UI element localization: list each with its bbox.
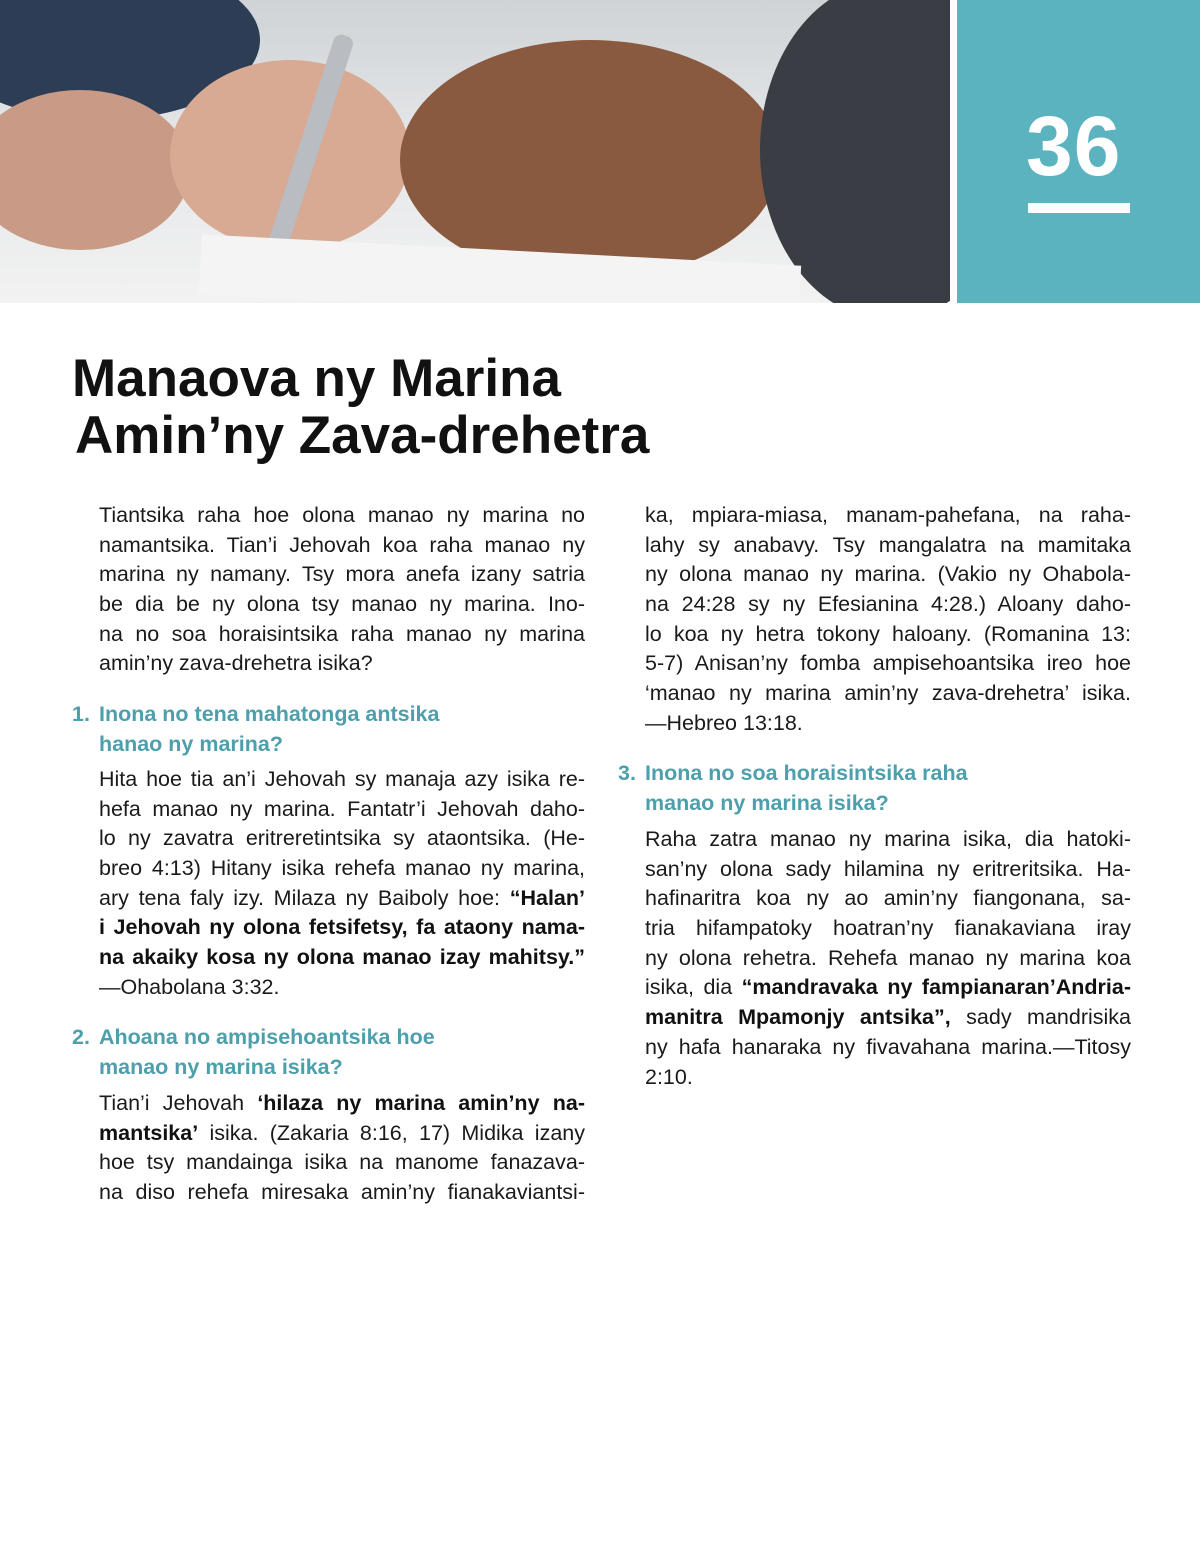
question-number: 1.	[72, 702, 90, 726]
text-span: na 24:28 sy ny Efesianina 4:28.) Aloany daho-	[645, 592, 1131, 617]
page-title	[72, 350, 649, 464]
text-line	[99, 824, 585, 854]
hand-shape	[0, 90, 190, 250]
text-line: na no soa horaisintsika raha manao ny marina	[99, 621, 585, 646]
bold-quote-text: ‘hilaza ny marina amin’ny na-	[257, 1091, 585, 1115]
text-span: san’ny olona sady hilamina ny eritreritsika. Ha-	[645, 856, 1131, 881]
text-line	[645, 620, 1131, 650]
bold-quote-text: “Halan’	[509, 885, 585, 910]
text-line	[645, 825, 1131, 855]
text-span: lo ny zavatra eritreretintsika sy ataontsika. (He-	[99, 826, 585, 851]
question-heading-1	[72, 699, 440, 759]
intro-paragraph	[99, 501, 585, 679]
text-line	[99, 1089, 585, 1119]
text-span: isika, dia	[645, 975, 742, 1000]
title-line: Amin’ny Zava-drehetra	[75, 406, 650, 465]
question-heading-2	[72, 1022, 435, 1082]
text-span: lo koa ny hetra tokony haloany. (Romanina 13:	[645, 621, 1131, 646]
text-span: —Ohabolana 3:32.	[99, 974, 280, 999]
text-span: sady mandrisika	[950, 1005, 1131, 1030]
question-line: manao ny marina isika?	[99, 1055, 343, 1079]
question-number: 3.	[618, 761, 636, 785]
text-span: Hita hoe tia an’i Jehovah sy manaja azy isika re-	[99, 767, 585, 791]
text-line	[645, 973, 1131, 1003]
text-line	[645, 1063, 1131, 1093]
text-span: 2:10.	[645, 1064, 693, 1089]
text-span: hefa manao ny marina. Fantatr’i Jehovah daho-	[99, 796, 585, 821]
hand-shape	[400, 40, 780, 280]
text-line: Tiantsika raha hoe olona manao ny marina no	[99, 503, 585, 527]
question-heading-3	[618, 758, 968, 818]
text-line	[645, 944, 1131, 974]
text-line	[99, 913, 585, 943]
text-line	[645, 560, 1131, 590]
title-line: Manaova ny Marina	[72, 349, 561, 408]
text-line	[99, 1119, 585, 1149]
text-line	[645, 709, 1131, 739]
text-line	[645, 649, 1131, 679]
text-span: ka, mpiara-miasa, manam-pahefana, na raha-	[645, 503, 1131, 527]
section-3-paragraph	[645, 825, 1131, 1092]
question-line: Inona no tena mahatonga antsika	[99, 702, 440, 726]
bold-quote-text: “mandravaka ny fampianaran’Andria-	[741, 975, 1131, 1000]
text-span: ‘manao ny marina amin’ny zava-drehetra’ isika.	[645, 681, 1131, 706]
text-line	[645, 501, 1131, 531]
header-photo-handshake-signing	[0, 0, 950, 303]
text-line	[99, 765, 585, 795]
text-span: Tian’i Jehovah	[99, 1091, 258, 1115]
text-line	[99, 1148, 585, 1178]
text-span: 5-7) Anisan’ny fomba ampisehoantsika ireo hoe	[645, 651, 1131, 676]
text-span: —Hebreo 13:18.	[645, 710, 803, 735]
section-2-paragraph-col2	[645, 501, 1131, 739]
question-line: manao ny marina isika?	[645, 791, 889, 815]
text-span: ny hafa hanaraka ny fivavahana marina.—Titosy	[645, 1034, 1131, 1059]
text-span: ary tena faly izy. Milaza ny Baiboly hoe:	[99, 885, 510, 910]
text-span: na diso rehefa miresaka amin’ny fianakaviantsi-	[99, 1180, 585, 1205]
text-line	[99, 1178, 585, 1208]
text-span: tria hifampatoky hoatran’ny fianakaviana iray	[645, 916, 1131, 941]
text-line	[645, 884, 1131, 914]
text-line: be dia be ny olona tsy manao ny marina. Ino-	[99, 592, 585, 617]
text-line: namantsika. Tian’i Jehovah koa raha manao ny	[99, 532, 585, 557]
text-line	[645, 855, 1131, 885]
text-span: hoe tsy mandainga isika na manome fanazava-	[99, 1150, 585, 1175]
text-line	[645, 590, 1131, 620]
bold-quote-text: na akaiky kosa ny olona manao izay mahitsy.”	[99, 945, 585, 970]
text-line	[645, 1003, 1131, 1033]
text-line: marina ny namany. Tsy mora anefa izany satria	[99, 562, 585, 587]
text-line	[645, 1033, 1131, 1063]
sleeve-shape	[760, 0, 950, 303]
text-line: amin’ny zava-drehetra isika?	[99, 651, 373, 676]
section-2-paragraph-col1	[99, 1089, 585, 1208]
lesson-number-underline	[1028, 203, 1130, 213]
lesson-number: 36	[1026, 99, 1122, 193]
text-span: isika. (Zakaria 8:16, 17) Midika izany	[198, 1120, 585, 1145]
text-span: ny olona rehetra. Rehefa manao ny marina koa	[645, 945, 1131, 970]
text-line	[645, 914, 1131, 944]
text-span: lahy sy anabavy. Tsy mangalatra na mamitaka	[645, 532, 1131, 557]
text-line	[99, 795, 585, 825]
bold-quote-text: i Jehovah ny olona fetsifetsy, fa ataony nama-	[99, 915, 585, 940]
text-line	[99, 943, 585, 973]
section-1-paragraph	[99, 765, 585, 1003]
text-span: breo 4:13) Hitany isika rehefa manao ny marina,	[99, 856, 585, 881]
text-line	[645, 679, 1131, 709]
text-line	[645, 531, 1131, 561]
question-line: Inona no soa horaisintsika raha	[645, 761, 968, 785]
question-line: Ahoana no ampisehoantsika hoe	[99, 1025, 435, 1049]
text-span: ny olona manao ny marina. (Vakio ny Ohabola-	[645, 562, 1131, 587]
text-line	[99, 973, 585, 1003]
bold-quote-text: mantsika’	[99, 1120, 199, 1145]
bold-quote-text: manitra Mpamonjy antsika”,	[645, 1005, 951, 1030]
text-line	[99, 854, 585, 884]
text-line	[99, 884, 585, 914]
question-number: 2.	[72, 1025, 90, 1049]
question-line: hanao ny marina?	[99, 732, 283, 756]
text-span: Raha zatra manao ny marina isika, dia hatoki-	[645, 827, 1131, 851]
text-span: hafinaritra koa ny ao amin’ny fiangonana, sa-	[645, 886, 1131, 911]
